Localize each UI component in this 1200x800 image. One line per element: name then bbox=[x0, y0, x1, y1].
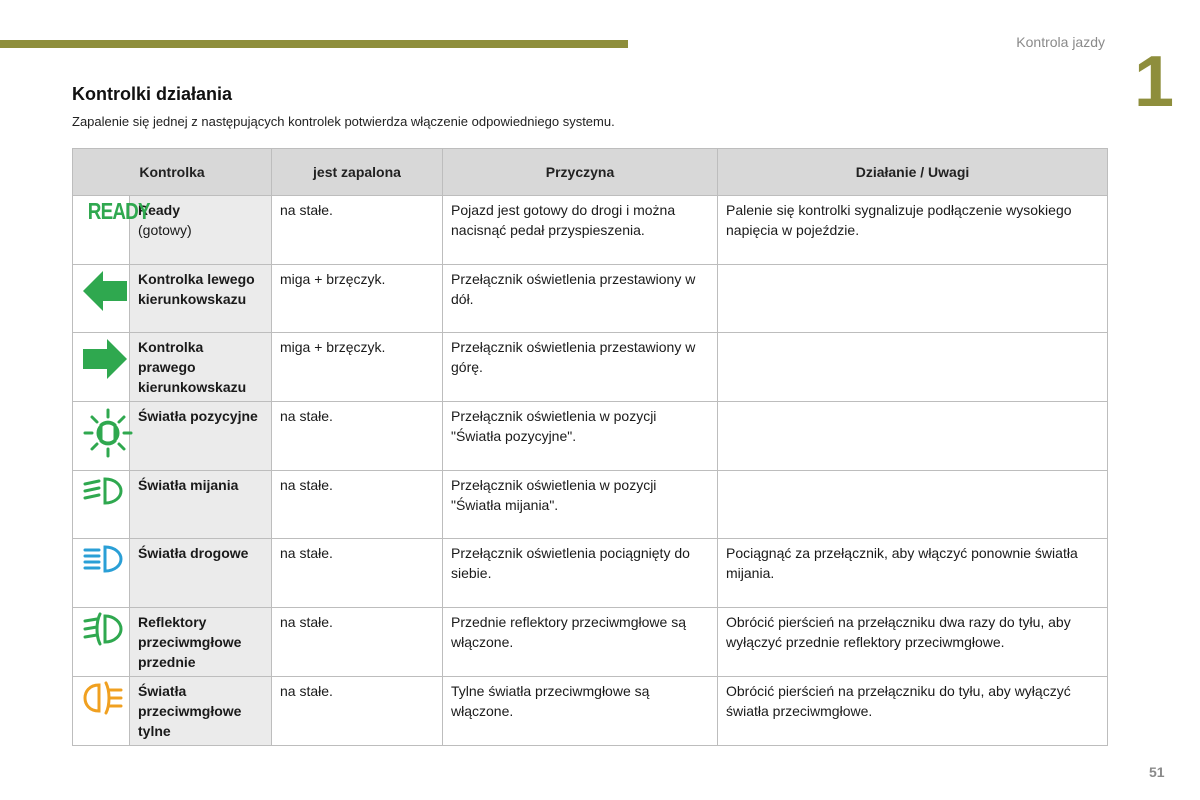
left-arrow-icon bbox=[81, 269, 129, 313]
icon-cell bbox=[73, 607, 130, 676]
page-number: 51 bbox=[1149, 764, 1165, 780]
chapter-number: 1 bbox=[1134, 42, 1175, 122]
lamp-action bbox=[718, 470, 1108, 539]
lamp-name: Światła pozycyjne bbox=[138, 408, 258, 425]
lamp-action: Pociągnąć za przełącznik, aby włączyć ponownie światła mijania. bbox=[718, 539, 1108, 608]
lamp-name: Reflektory przeciwmgłowe przednie bbox=[138, 613, 242, 670]
table-row bbox=[73, 676, 1108, 745]
lamp-name: Światła przeciwmgłowe tylne bbox=[138, 682, 242, 739]
icon-cell bbox=[73, 539, 130, 608]
icon-cell bbox=[73, 402, 130, 471]
right-arrow-icon bbox=[81, 337, 129, 381]
section-title: Kontrola jazdy bbox=[1016, 34, 1105, 50]
lamp-state: miga + brzęczyk. bbox=[272, 333, 443, 402]
ready-icon: READY bbox=[87, 198, 150, 225]
warning-lights-table bbox=[72, 148, 1108, 746]
lamp-name-cell bbox=[130, 607, 272, 676]
lamp-name-cell bbox=[130, 196, 272, 265]
high-beam-icon bbox=[81, 543, 125, 575]
front-fog-icon bbox=[81, 612, 125, 646]
lamp-name: Kontrolka prawego kierunkowskazu bbox=[138, 339, 247, 396]
icon-cell bbox=[73, 196, 150, 265]
icon-cell bbox=[73, 333, 130, 402]
lamp-cause: Przełącznik oświetlenia w pozycji "Światła pozycyjne". bbox=[443, 402, 718, 471]
lamp-state: miga + brzęczyk. bbox=[272, 264, 443, 333]
table-row bbox=[73, 264, 1108, 333]
rear-fog-icon bbox=[81, 681, 125, 715]
lamp-cause: Przednie reflektory przeciwmgłowe są włączone. bbox=[443, 607, 718, 676]
lamp-action: Obrócić pierścień na przełączniku dwa razy do tyłu, aby wyłączyć przednie reflektory przeciwmgłowe. bbox=[718, 607, 1108, 676]
lamp-name-sub: (gotowy) bbox=[138, 222, 192, 238]
lamp-name: Ready bbox=[138, 202, 181, 218]
intro-text: Zapalenie się jednej z następujących kontrolek potwierdza włączenie odpowiedniego systemu. bbox=[72, 114, 615, 129]
lamp-state: na stałe. bbox=[272, 470, 443, 539]
lamp-name-cell bbox=[130, 333, 272, 402]
low-beam-icon bbox=[81, 475, 125, 507]
icon-cell bbox=[73, 470, 130, 539]
table-row bbox=[73, 196, 1108, 265]
top-accent-bar bbox=[0, 40, 628, 48]
table-row bbox=[73, 402, 1108, 471]
header-kontrolka: Kontrolka bbox=[73, 149, 272, 196]
table-row bbox=[73, 470, 1108, 539]
lamp-name-cell bbox=[130, 264, 272, 333]
lamp-state: na stałe. bbox=[272, 676, 443, 745]
lamp-state: na stałe. bbox=[272, 607, 443, 676]
lamp-cause: Przełącznik oświetlenia przestawiony w górę. bbox=[443, 333, 718, 402]
lamp-name-cell bbox=[130, 402, 272, 471]
lamp-name: Światła drogowe bbox=[138, 545, 249, 562]
lamp-action bbox=[718, 333, 1108, 402]
lamp-cause: Tylne światła przeciwmgłowe są włączone. bbox=[443, 676, 718, 745]
page-heading: Kontrolki działania bbox=[72, 84, 233, 104]
lamp-state: na stałe. bbox=[272, 402, 443, 471]
lamp-state: na stałe. bbox=[272, 196, 443, 265]
lamp-cause: Przełącznik oświetlenia w pozycji "Światła mijania". bbox=[443, 470, 718, 539]
table-header-row bbox=[73, 149, 1108, 196]
lamp-action: Palenie się kontrolki sygnalizuje podłączenie wysokiego napięcia w pojeździe. bbox=[718, 196, 1108, 265]
lamp-name-cell bbox=[130, 470, 272, 539]
table-row bbox=[73, 333, 1108, 402]
lamp-state: na stałe. bbox=[272, 539, 443, 608]
lamp-cause: Pojazd jest gotowy do drogi i można nacisnąć pedał przyspieszenia. bbox=[443, 196, 718, 265]
icon-cell bbox=[73, 264, 130, 333]
icon-cell bbox=[73, 676, 130, 745]
lamp-cause: Przełącznik oświetlenia przestawiony w dół. bbox=[443, 264, 718, 333]
lamp-name: Światła mijania bbox=[138, 476, 239, 493]
table-row bbox=[73, 539, 1108, 608]
lamp-name: Kontrolka lewego kierunkowskazu bbox=[138, 270, 255, 307]
table-row bbox=[73, 607, 1108, 676]
position-lights-icon bbox=[81, 406, 135, 460]
lamp-name-cell bbox=[130, 539, 272, 608]
header-cause: Przyczyna bbox=[443, 149, 718, 196]
lamp-name-cell bbox=[130, 676, 272, 745]
lamp-action bbox=[718, 402, 1108, 471]
header-action: Działanie / Uwagi bbox=[718, 149, 1108, 196]
header-state: jest zapalona bbox=[272, 149, 443, 196]
lamp-cause: Przełącznik oświetlenia pociągnięty do siebie. bbox=[443, 539, 718, 608]
lamp-action bbox=[718, 264, 1108, 333]
lamp-action: Obrócić pierścień na przełączniku do tyłu, aby wyłączyć światła przeciwmgłowe. bbox=[718, 676, 1108, 745]
